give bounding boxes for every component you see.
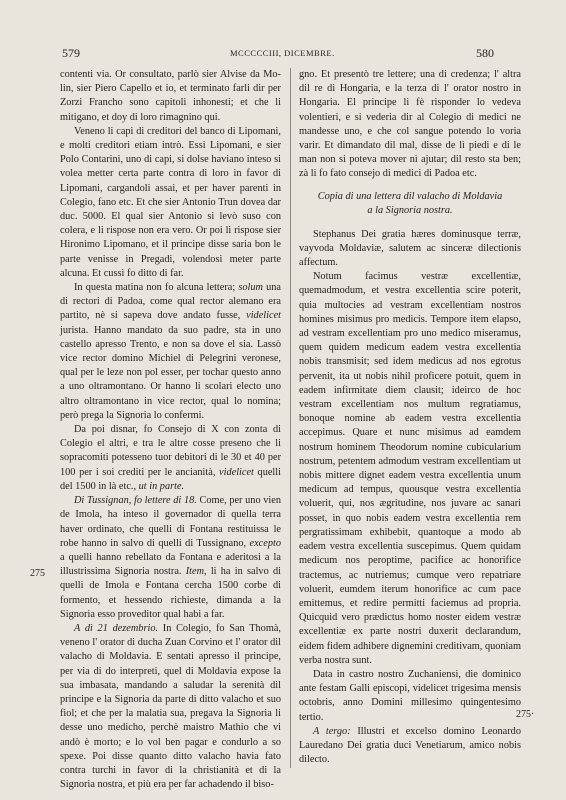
latin-letter [299, 228, 521, 768]
left-column [60, 68, 281, 792]
margin-number-right: 275· [516, 709, 535, 720]
paragraph: Di Tussignan, fo lettere di 18. Come, per uno vien de Imola, ha inteso il governador di quella terra haver ordinato, che quelli di Fontana restituissa le robe hanno in salvo di quelli di Tussignano, excepto a quelli hanno rebellato da Fontana e aderitosi a la illustrissima Signoria nostra. Item, li ha in salvo di quelli de Imola e Fontana cercha 1500 corbe di formento, et hessendo richieste, dimanda a la Signoria esso proveditor qual habi a far. [60, 495, 281, 620]
paragraph: Veneno li capi di creditori del banco di Lipomani, e molti creditori etiam intrò. Essi Lipomani, e sier Polo Contarini, uno di capi, si dolse haviano inteso si volea metter certa parte contra di loro in favor di Lipomani, cargandoli assai, et per haver parenti in Colegio, fano etc. Et che sier Antonio Trun dovea dar duc. 5000. El qual sier Antonio si levò suso con colera, e li rispose non era vero. Or poi li rispose sier Hironimo Lipomano, et il principe disse saria bon le parte venisse in Pregadi, volendosi meter parte alcuna. Et cussì fo ditto di far. [60, 125, 281, 279]
letter-heading: Copia di una lettera dil valacho di Moldavia a la Signoria nostra. [317, 190, 503, 216]
paragraph: A tergo: Illustri et excelso domino Leonardo Lauredano Dei gratia duci Venetiarum, amico nobis dilecto. [299, 725, 521, 766]
page-number-right: 580 [476, 46, 494, 60]
page-header [0, 46, 566, 62]
right-column [299, 68, 521, 767]
margin-number-left: 275 [30, 568, 45, 579]
paragraph: Notum facimus vestræ excellentiæ, quemadmodum, et vestra excellentia scire poterit, quia multocies ad vestram excellentiam nostros homines misimus pro medicis. Tempore item elapso, ad vestram excellentiam pro uno medico miseramus, quem quidem medicum eadem vestra excellentia nobis transmisit; sed idem medicus ad nos egrotus pervenit, ita ut nobis nihil proficere potuit, quem in eadem infirmitate diem clausit; ideirco de hoc vestram excellentiam nos multum regratiamus, bonoque nomine ab eadem vestra excellentia accepimus. Quare et nunc misimus ad eamdem nostrum hominem Theodorum nomine cubicularium nostrum, petentem admodum vestram excellentiam ut nobis mittere dignet eadem vestra excellentia unum medicum ad tempus, quousque vestra excellentia voluerit, qui, nos ægritudine, nos juvare ac sanari posset, in quo nobis eadem vestra excellentia rem pergratissimam exhibebit, quantoque a modo ab eadem vestra excellentia suscepimus. Quem quidam medicum nos peroptime, pacifice ac honorifice tractemus, ac nutriemus; cumque vero repatriare voluerit, eumdem iterum honorifice ac cum pace emittemus, et redire permitti faciemus ad propria. Quicquid vero prædictus homo noster eidem vestræ excellentiæ ex parte nostri duxerit declarandum, eidem fidem adhibere dignemini creditivam, quoniam verba nostra sunt. [299, 271, 521, 666]
paragraph: Da poi disnar, fo Consejo di X con zonta di Colegio el altri, e tra le altre cosse preseno che li sopracomiti potesseno tuor debitori di le 30 et 40 per 100 per i soi crediti per le ancianità, videlicet quelli del 1500 in là etc., ut in parte. [60, 424, 281, 492]
paragraph: gno. Et presentò tre lettere; una di credenza; l' altra dil re di Hongaria, e la terza di l' orator nostro in Hongaria. El principe li fè risponder lo vedeva volentieri, e si vederia dir al Colegio di medici ne mandesse uno, e che col sangue potendo lo voria varir. Et dimandato dil mal, disse de lì piedi e di le man non si poteva mover nì ajutar; dil resto sta ben; zà li fo fato consejo di medici di Padoa etc. [299, 69, 521, 180]
column-divider [290, 68, 291, 768]
running-title: MCCCCCIII, DICEMBRE. [230, 48, 335, 58]
paragraph: Data in castro nostro Zuchaniensi, die dominico ante festam Galli episcopi, videlicet trigesima mensis octobris, anno Domini millesimo quingentesimo tertio. [299, 668, 521, 723]
paragraph: In questa matina non fo alcuna lettera; solum una di rectori di Padoa, come qual rector alemano era partito, nè si sapeva dove andato fusse, videlicet jurista. Hanno mandato da suo padre, sta in uno castello apresso Trento, e non sa dove el sia. Lassò vice rector domino Michiel di Pelegrini veronese, qual per le leze non pol esser, per tochar questo anno a uno oltramontano. Or hanno li scolari electo uno altro oltramontano in vice rector, qual lo nomina; però prega la Signoria lo confermi. [60, 282, 281, 421]
page-number-left: 579 [62, 46, 80, 60]
paragraph: A dì 21 dezembrio. In Colegio, fo San Thomà, veneno l' orator di ducha Zuan Corvino et l' orator dil valacho di Moldavia. E sentati apresso il principe, per via di do interpreti, quel di Moldavia expose la sua imbasata, mandando a saludar la serenità dil principe e la Signoria da parte di ditto valacho et suo fiol; et che per la malatia sua, pregava la Signoria li desse uno medicho, perchè maistro Mathio che vi andò è morto; e lo vol ben pagar e condurlo a so spexe. Poi disse quanto ditto valacho havia fato contra turchi in favor di la christianità et di la Signoria nostra, et più era per far achadendo il biso- [60, 622, 281, 791]
paragraph: Stephanus Dei gratia hæres dominusque terræ, vayvoda Moldaviæ, salutem ac sinceræ dilectionis affectum. [299, 228, 521, 269]
paragraph: contenti via. Or consultato, parlò sier Alvise da Mo-lin, sier Piero Capello et io, et terminato farli dir per Zorzi Francho sono capitoli inhonesti; et che li mitigano, et doy di loro rimagnino qui. [60, 69, 281, 123]
